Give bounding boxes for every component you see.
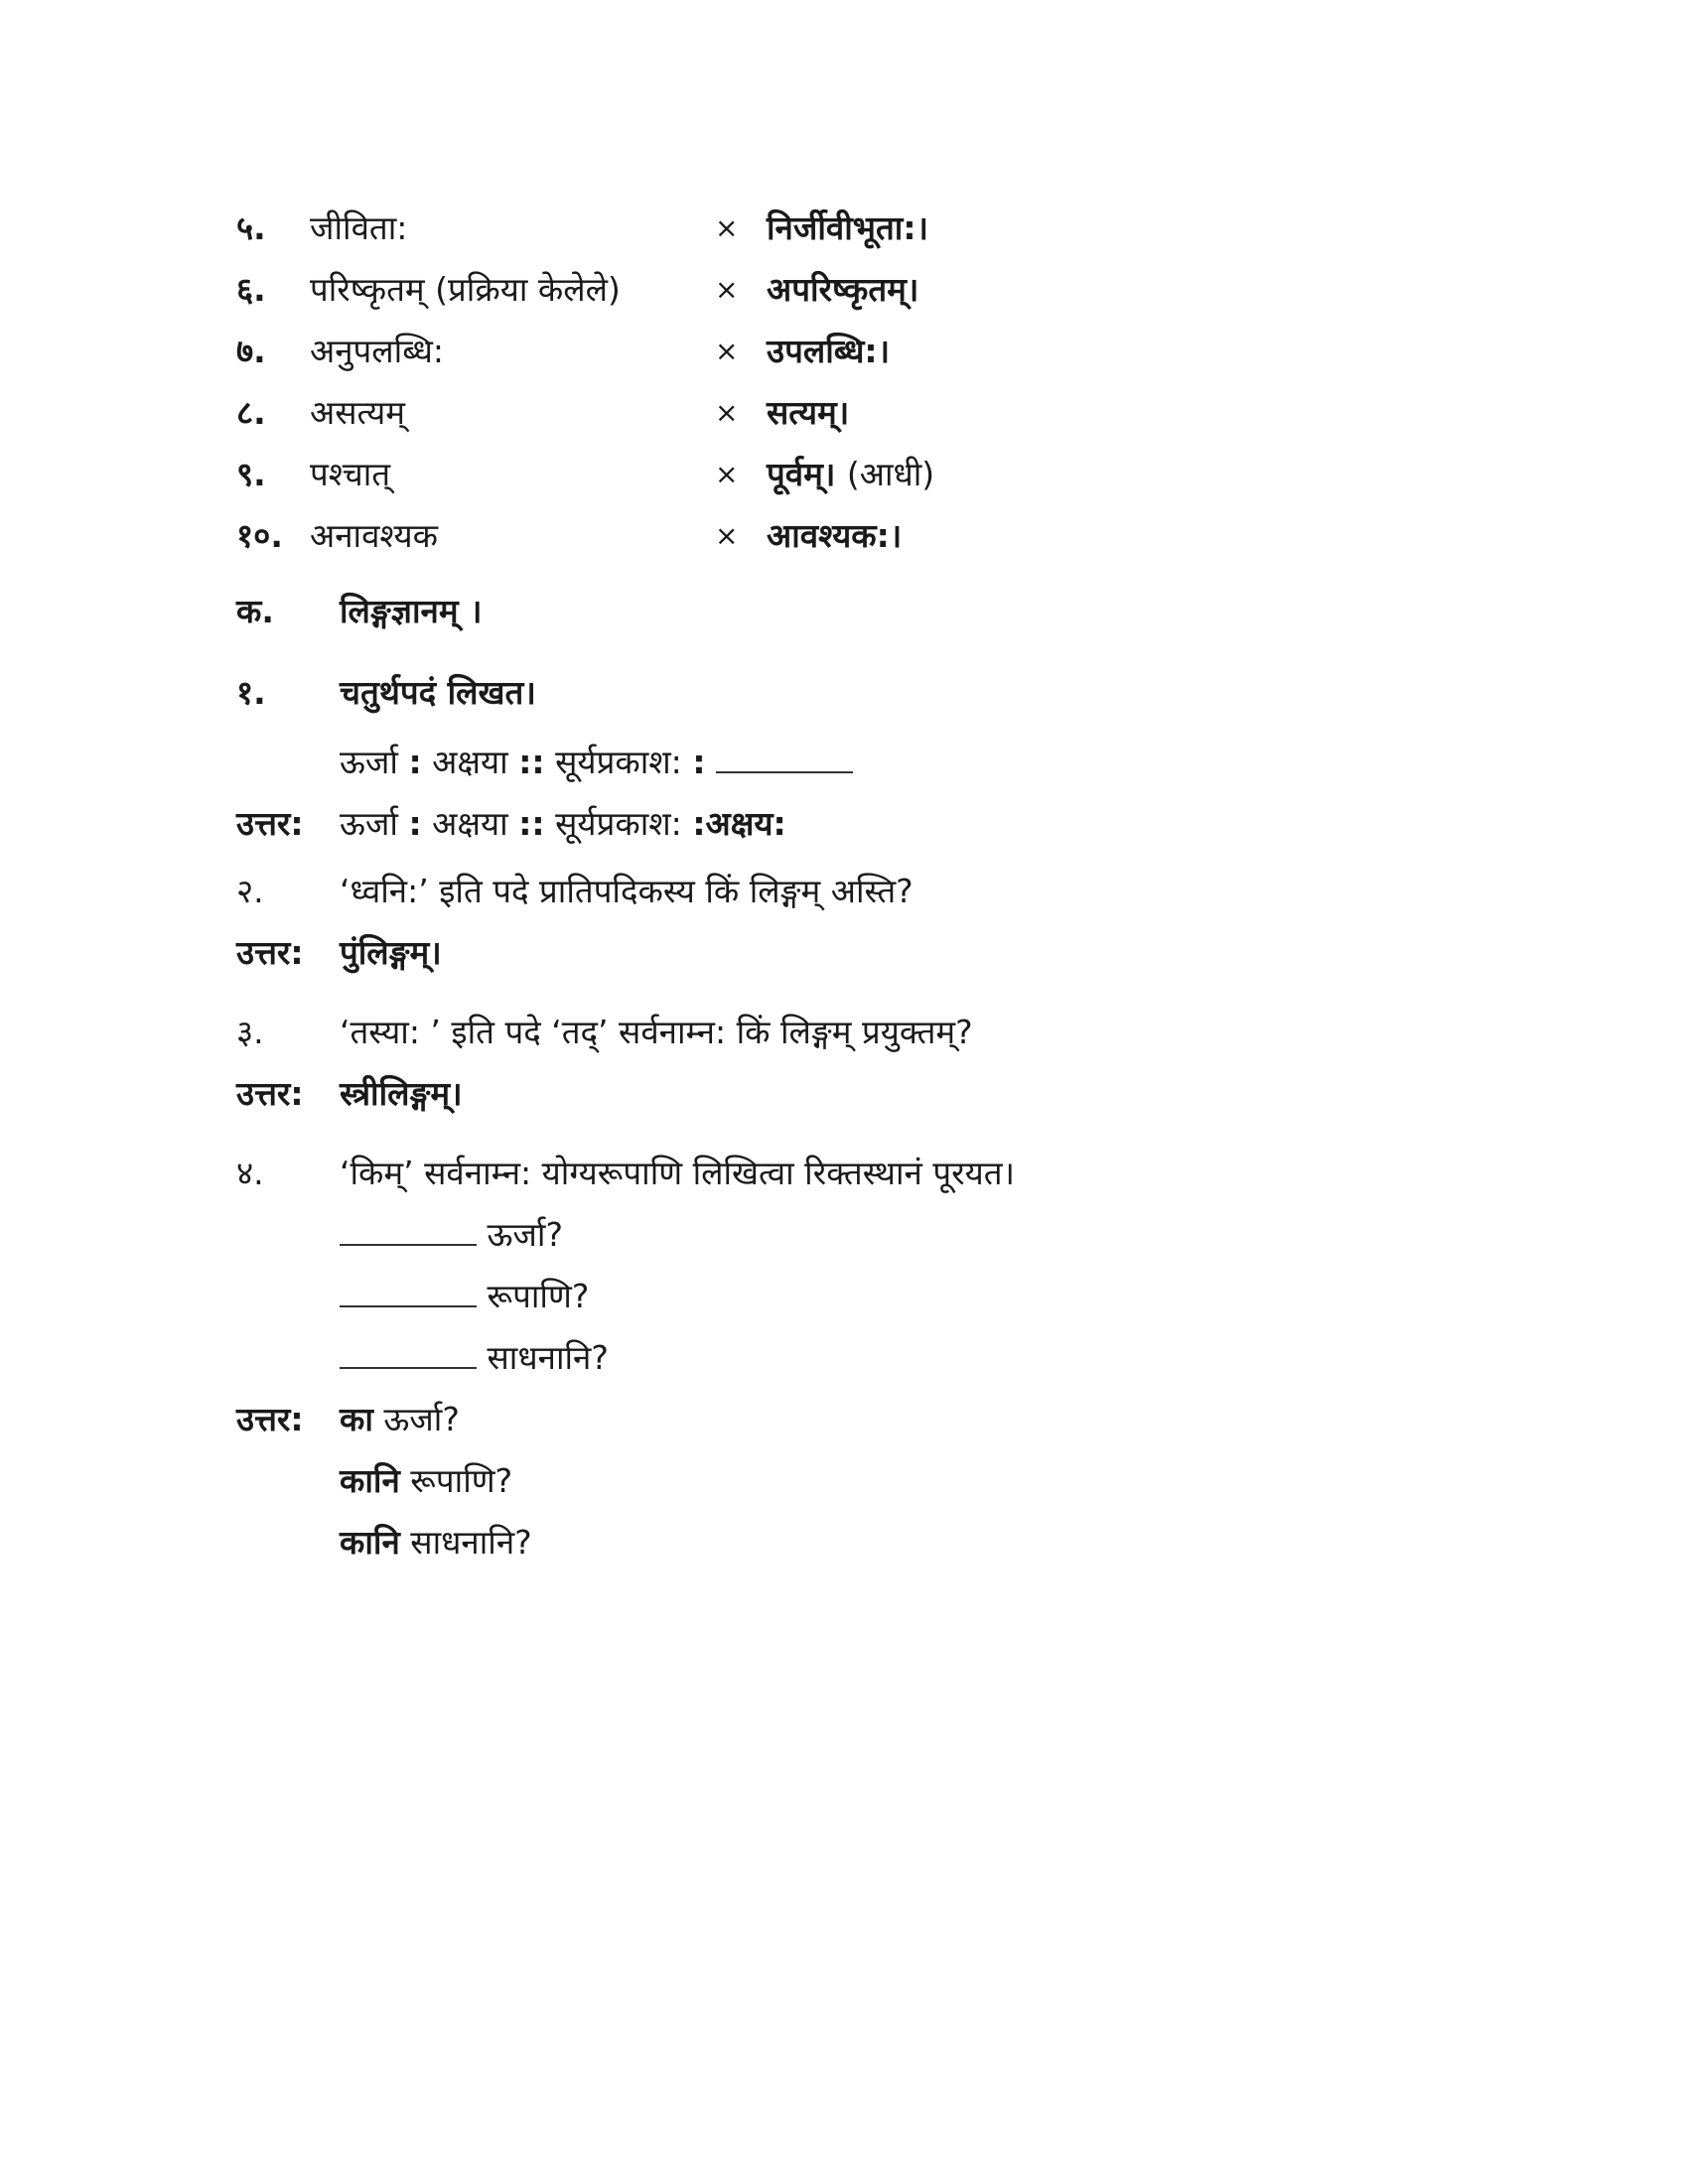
question-number: २. [236,872,264,910]
word: परिष्कृतम् (प्रक्रिया केलेले) [310,270,621,309]
item-number: १०. [236,516,283,555]
question-number: १. [236,673,266,712]
answer-label: उत्तर: [236,804,304,843]
item-number: ५. [236,208,266,247]
answer-text: ऊर्जा : अक्षया :: सूर्यप्रकाश: :अक्षय: [340,804,786,843]
answer-label: उत्तर: [236,1074,304,1113]
times-icon: × [715,396,739,429]
question-text: ‘ध्वनि:’ इति पदे प्रातिपदिकस्य किं लिङ्गम् अस्ति? [340,872,914,910]
times-icon: × [715,458,739,490]
word: अनुपलब्धि: [310,332,444,370]
blank-line [340,1297,477,1307]
answer-text: कानि रूपाणि? [340,1461,513,1500]
question-text: ‘तस्या: ’ इति पदे ‘तद्’ सर्वनाम्न: किं लिङ्गम् प्रयुक्तम्? [340,1013,973,1051]
question-text: चतुर्थपदं लिखत। [340,673,536,712]
opposite-word: निर्जीवीभूता:। [767,208,929,247]
word: असत्यम् [310,393,405,432]
section-label: क. [236,592,274,630]
answer-label: उत्तर: [236,933,304,972]
blank-line [716,763,853,773]
answer-text: स्त्रीलिङ्गम्। [340,1074,463,1113]
item-number: ८. [236,393,266,432]
item-number: ९. [236,455,266,493]
section-title: लिङ्गज्ञानम् । [340,592,483,630]
word: पश्चात् [310,455,391,493]
note: (आधी) [846,455,935,493]
item-number: ७. [236,332,266,370]
blank-line [340,1359,477,1369]
opposite-word: सत्यम्। [767,393,850,432]
opposite-word: पूर्वम्। (आधी) [767,455,935,493]
item-number: ६. [236,270,266,309]
times-icon: × [715,519,739,552]
word: जीविता: [310,208,408,247]
answer-text: कानि साधनानि? [340,1523,532,1562]
analogy-problem: ऊर्जा : अक्षया :: सूर्यप्रकाश: : [340,735,853,790]
blank-line [340,1236,477,1246]
blank-suffix: रूपाणि? [487,1277,590,1315]
question-text: ‘किम्’ सर्वनाम्न: योग्यरूपाणि लिखित्वा रिक्तस्थानं पूरयत। [340,1154,1016,1192]
blank-suffix: साधनानि? [487,1338,609,1377]
question-number: ३. [236,1013,264,1051]
times-icon: × [715,335,739,367]
answer-text: का ऊर्जा? [340,1400,460,1438]
opposite-word: अपरिष्कृतम्। [767,270,919,309]
opposite-word: उपलब्धि:। [767,332,891,370]
word: अनावश्यक [310,516,438,555]
question-number: ४. [236,1154,264,1192]
blank-suffix: ऊर्जा? [487,1215,563,1254]
opposite-word: आवश्यक:। [767,516,903,555]
times-icon: × [715,211,739,244]
answer-text: पुंलिङ्गम्। [340,933,442,972]
times-icon: × [715,273,739,306]
answer-label: उत्तर: [236,1400,304,1438]
